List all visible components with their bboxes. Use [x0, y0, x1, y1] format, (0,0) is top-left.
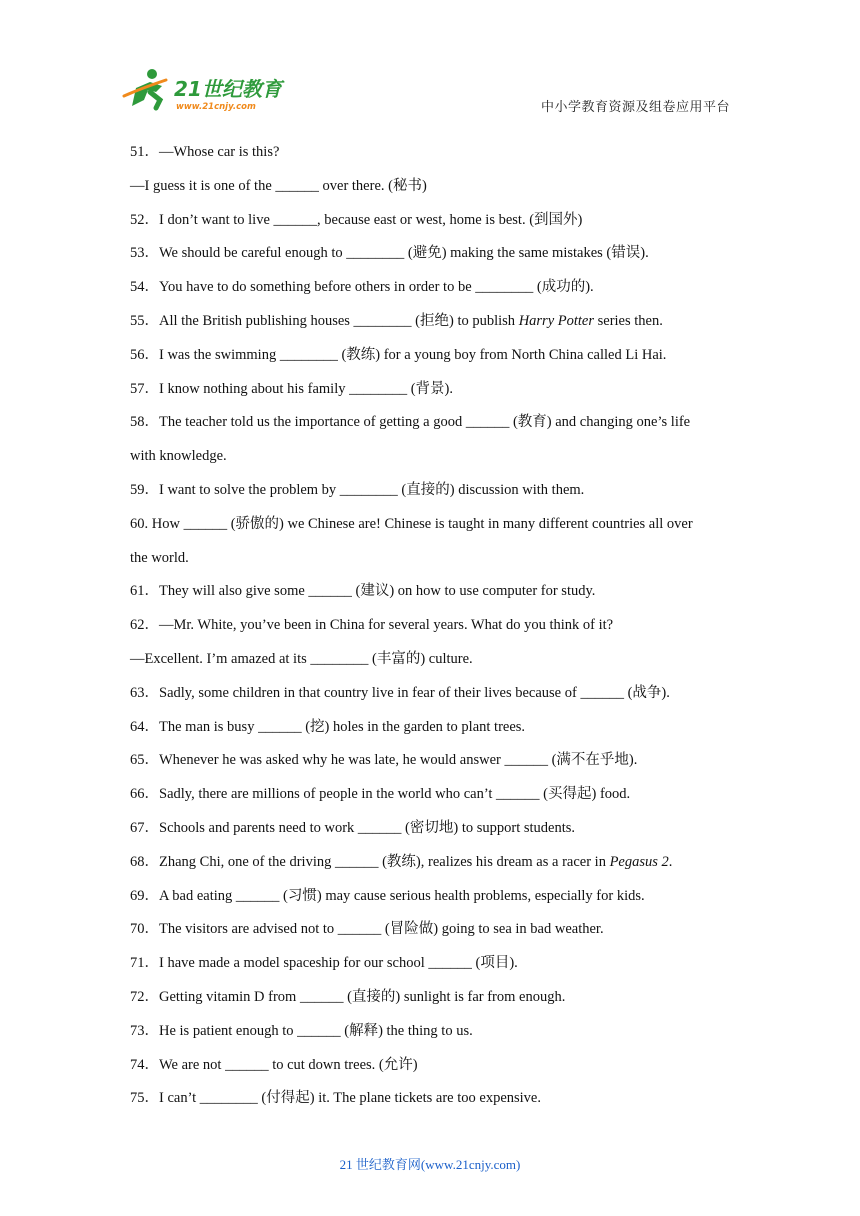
exercise-line: 56．I was the swimming ________ (教练) for a young boy from North China called Li Hai.	[130, 346, 667, 363]
exercise-line: 61．They will also give some ______ (建议) on how to use computer for study.	[130, 583, 596, 600]
footer-link[interactable]: 21 世纪教育网(www.21cnjy.com)	[339, 1157, 521, 1172]
runner-logo-icon	[122, 66, 292, 116]
exercise-line: 67．Schools and parents need to work ______ (密切地) to support students.	[130, 819, 576, 836]
exercise-line: 51．—Whose car is this?	[130, 144, 280, 160]
exercise-line: 62．—Mr. White, you’ve been in China for several years. What do you think of it?	[130, 617, 614, 634]
exercise-line: 65．Whenever he was asked why he was late, he would answer ______ (满不在乎地).	[130, 752, 638, 769]
exercise-line: 63．Sadly, some children in that country live in fear of their lives because of ______ (战争).	[130, 684, 670, 701]
exercise-line: 64．The man is busy ______ (挖) holes in the garden to plant trees.	[130, 718, 526, 735]
exercise-line: 58．The teacher told us the importance of getting a good ______ (教育) and changing one’s life	[130, 414, 691, 431]
exercise-line: 54．You have to do something before others in order to be ________ (成功的).	[130, 279, 594, 296]
exercise-line: 75．I can’t ________ (付得起) it. The plane tickets are too expensive.	[130, 1090, 541, 1107]
exercise-line: —I guess it is one of the ______ over there. (秘书)	[130, 177, 427, 194]
exercise-line: 66．Sadly, there are millions of people in the world who can’t ______ (买得起) food.	[130, 786, 631, 803]
exercise-line: 73．He is patient enough to ______ (解释) the thing to us.	[130, 1022, 473, 1039]
exercise-list	[130, 136, 735, 1116]
title-italic: Pegasus 2	[609, 853, 669, 870]
exercise-line: 68．Zhang Chi, one of the driving ______ (教练), realizes his dream as a racer in Pegasus 2.	[130, 853, 673, 870]
exercise-line: 55．All the British publishing houses ________ (拒绝) to publish Harry Potter series then.	[130, 312, 663, 329]
title-italic: Harry Potter	[518, 312, 594, 329]
logo-url: www.21cnjy.com	[176, 102, 256, 112]
platform-title: 中小学教育资源及组卷应用平台	[540, 100, 730, 115]
logo	[122, 66, 292, 116]
exercise-line: 71．I have made a model spaceship for our school ______ (项目).	[130, 955, 518, 972]
exercise-line: —Excellent. I’m amazed at its ________ (丰富的) culture.	[130, 650, 473, 667]
exercise-line: 60. How ______ (骄傲的) we Chinese are! Chinese is taught in many different countries all over	[130, 515, 693, 532]
exercise-line: 52．I don’t want to live ______, because east or west, home is best. (到国外)	[130, 211, 583, 228]
exercise-line: with knowledge.	[130, 448, 227, 465]
exercise-line: 59．I want to solve the problem by ________ (直接的) discussion with them.	[130, 481, 585, 498]
exercise-line: 72．Getting vitamin D from ______ (直接的) sunlight is far from enough.	[130, 988, 566, 1005]
exercise-line: the world.	[130, 549, 189, 566]
logo-text: 21世纪教育	[174, 77, 282, 101]
exercise-line: 53．We should be careful enough to ________ (避免) making the same mistakes (错误).	[130, 245, 649, 262]
exercise-line: 57．I know nothing about his family ________ (背景).	[130, 380, 453, 397]
exercise-line: 74．We are not ______ to cut down trees. (允许)	[130, 1056, 418, 1073]
exercise-line: 70．The visitors are advised not to ______ (冒险做) going to sea in bad weather.	[130, 921, 604, 938]
page-header	[0, 0, 860, 125]
exercise-line: 69．A bad eating ______ (习惯) may cause serious health problems, especially for kids.	[130, 887, 645, 904]
